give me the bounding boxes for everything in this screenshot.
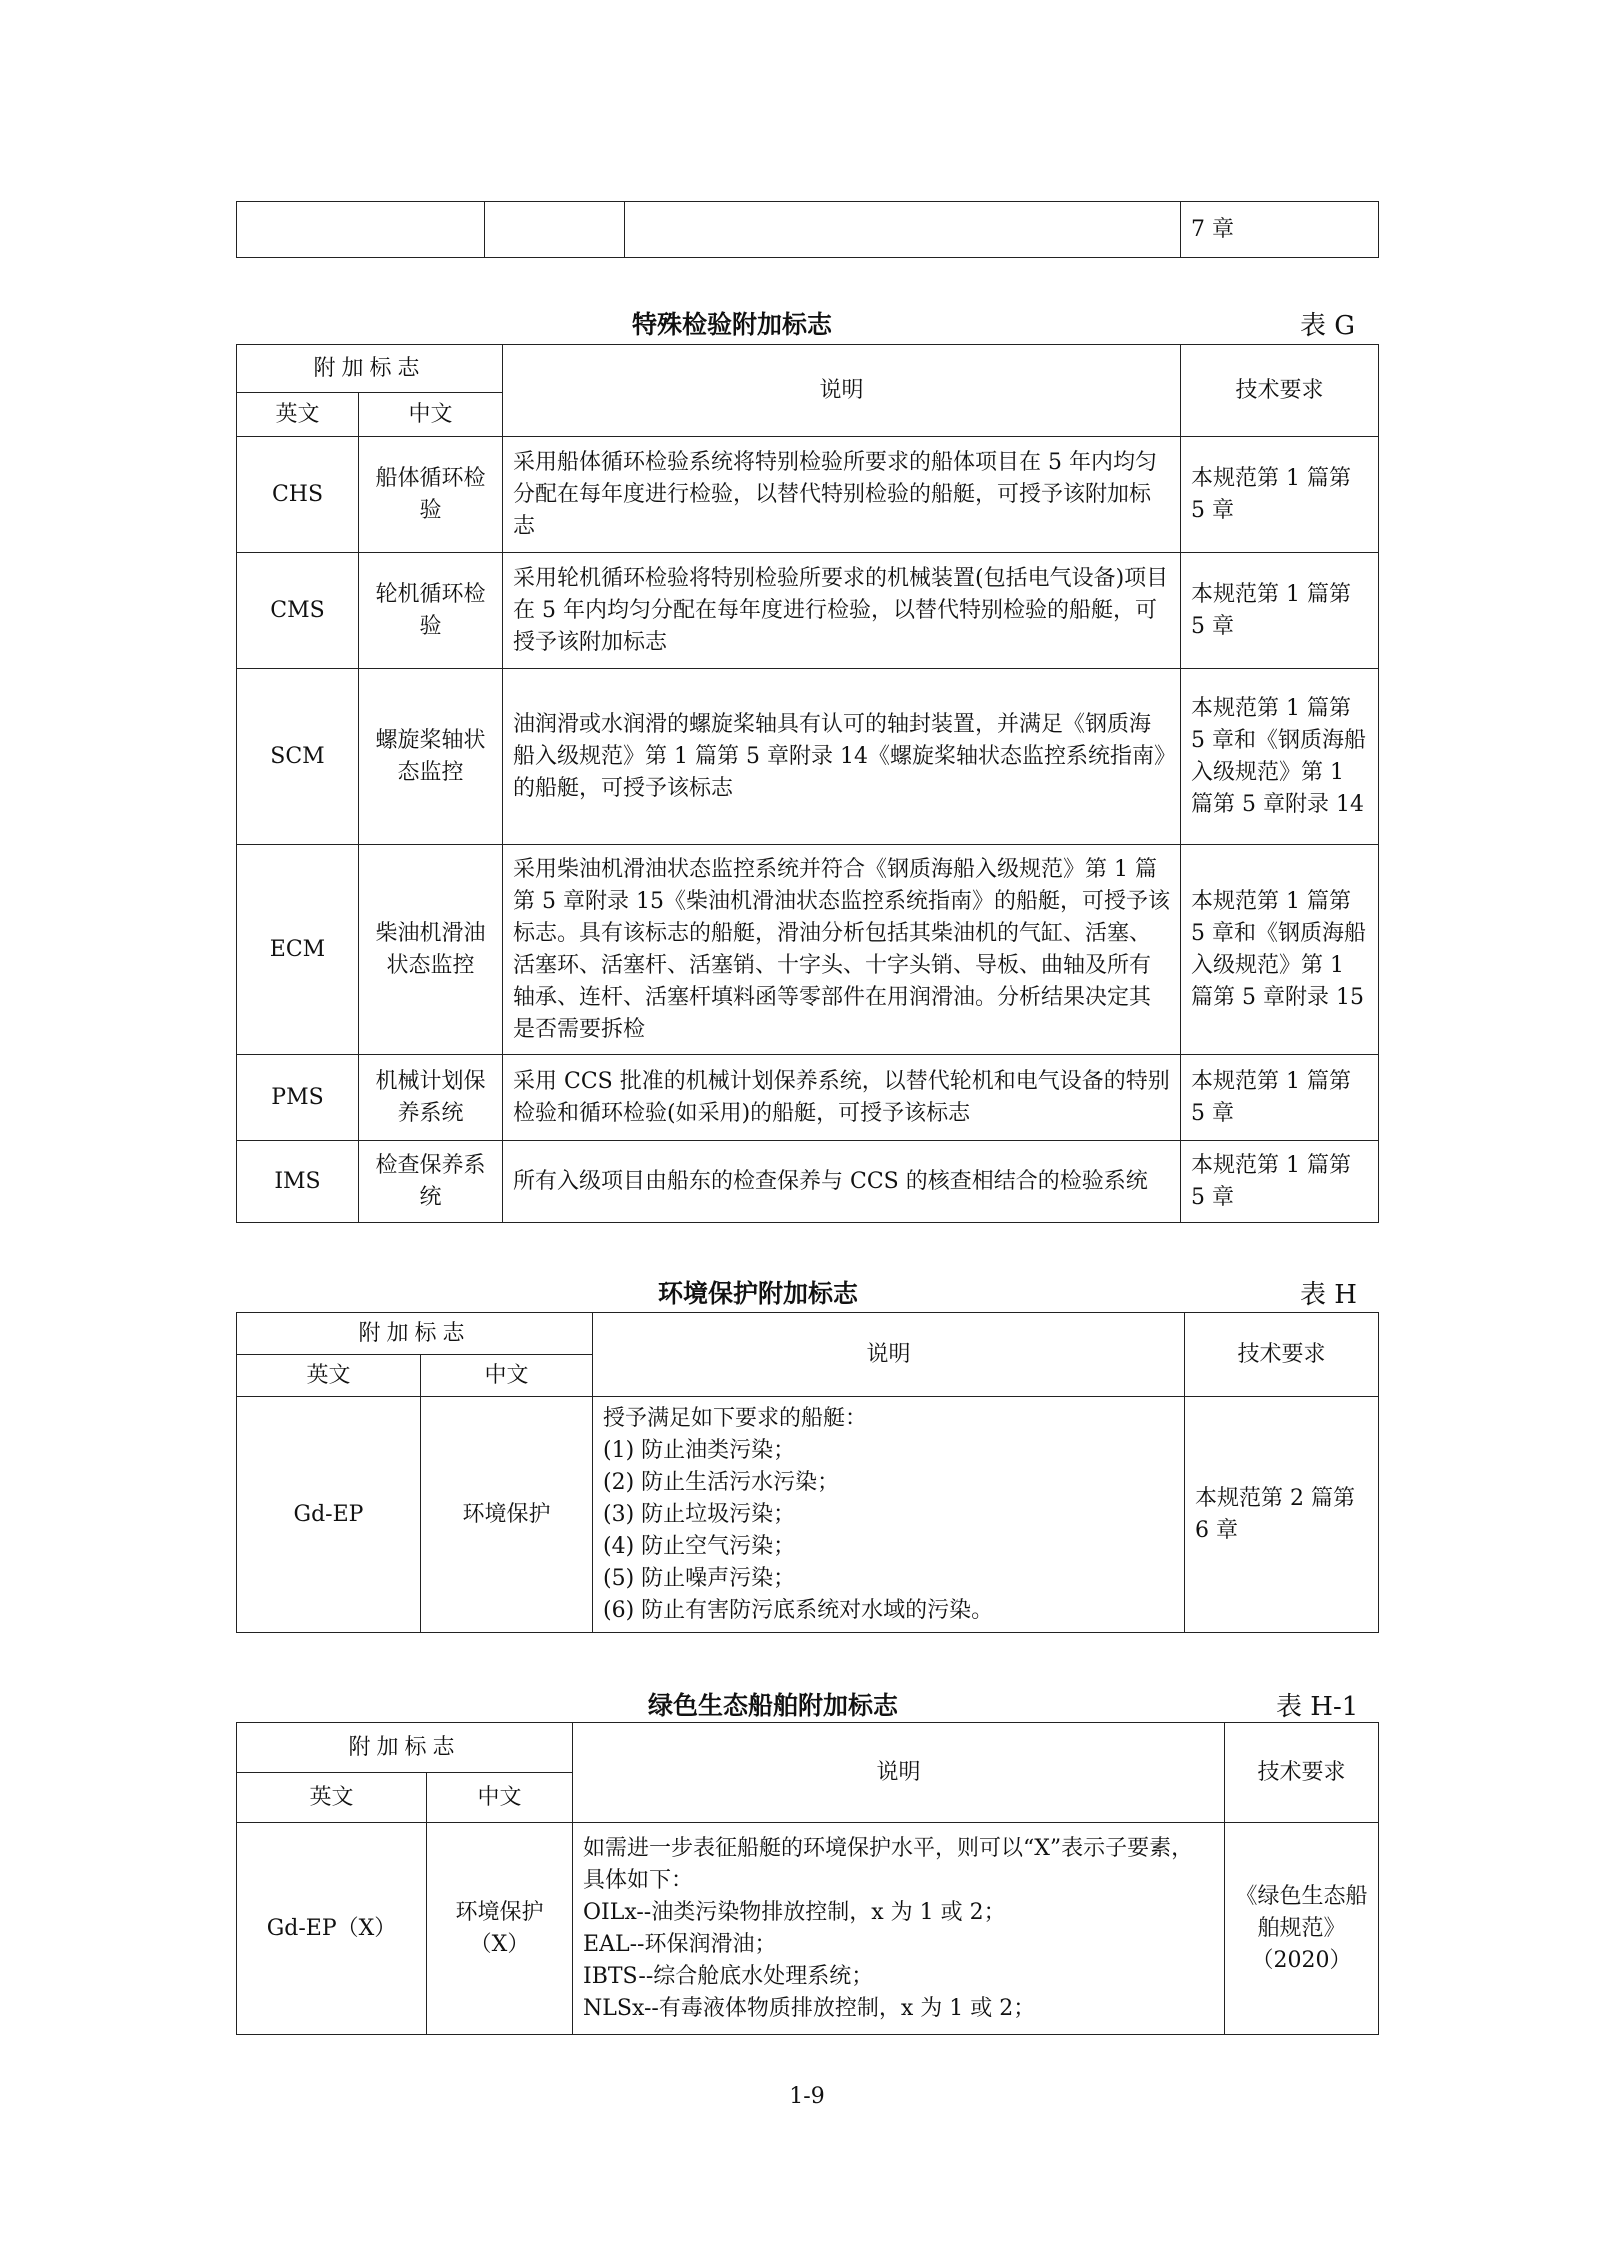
- row-req: 本规范第 1 篇第 5 章: [1181, 553, 1379, 669]
- row-req: [1225, 1823, 1379, 2035]
- desc-line: OILx--油类污染物排放控制，x 为 1 或 2；: [583, 1899, 1006, 1925]
- header-en: 英文: [237, 393, 359, 437]
- row-desc: 采用轮机循环检验将特别检验所要求的机械装置(包括电气设备)项目在 5 年内均匀分配在每年度进行检验，以替代特别检验的船艇，可授予该附加标志: [503, 553, 1181, 669]
- row-desc: 油润滑或水润滑的螺旋桨轴具有认可的轴封装置，并满足《钢质海船入级规范》第 1 篇第 5 章附录 14《螺旋桨轴状态监控系统指南》的船艇，可授予该标志: [503, 669, 1181, 845]
- row-req: 本规范第 1 篇第 5 章: [1181, 1055, 1379, 1141]
- table-row: [237, 669, 1379, 845]
- table-row: [237, 845, 1379, 1055]
- empty-cell: [485, 202, 625, 258]
- desc-line: (4) 防止空气污染；: [603, 1533, 796, 1559]
- desc-line: NLSx--有毒液体物质排放控制，x 为 1 或 2；: [583, 1995, 1036, 2021]
- table-row: [237, 1141, 1379, 1223]
- row-en: CHS: [237, 437, 359, 553]
- desc-line: IBTS--综合舱底水处理系统；: [583, 1963, 874, 1989]
- header-desc: 说明: [503, 345, 1181, 437]
- table-h1-number: 表 H-1: [1276, 1692, 1359, 1722]
- header-req: 技术要求: [1185, 1313, 1379, 1397]
- desc-line: EAL--环保润滑油；: [583, 1931, 777, 1957]
- row-desc: 所有入级项目由船东的检查保养与 CCS 的核查相结合的检验系统: [503, 1141, 1181, 1223]
- desc-line: (1) 防止油类污染；: [603, 1437, 796, 1463]
- desc-line: (5) 防止噪声污染；: [603, 1565, 796, 1591]
- row-cn: 船体循环检验: [359, 437, 503, 553]
- table-row: [237, 1055, 1379, 1141]
- table-row: [237, 1823, 1379, 2035]
- header-cn: 中文: [359, 393, 503, 437]
- top-table-cell: 7 章: [1181, 202, 1379, 258]
- desc-line: (6) 防止有害防污底系统对水域的污染。: [603, 1597, 994, 1623]
- row-en: CMS: [237, 553, 359, 669]
- row-req: 本规范第 1 篇第 5 章和《钢质海船入级规范》第 1 篇第 5 章附录 14: [1181, 669, 1379, 845]
- header-desc: 说明: [573, 1723, 1225, 1823]
- desc-line: (3) 防止垃圾污染；: [603, 1501, 796, 1527]
- header-req: 技术要求: [1181, 345, 1379, 437]
- req-line: 《绿色生态船舶规范》: [1235, 1883, 1368, 1941]
- header-desc: 说明: [593, 1313, 1185, 1397]
- row-req: 本规范第 1 篇第 5 章: [1181, 1141, 1379, 1223]
- row-en: Gd-EP（X）: [237, 1823, 427, 2035]
- table-h: [236, 1312, 1379, 1633]
- desc-line: 授予满足如下要求的船艇：: [603, 1405, 868, 1431]
- table-row: [237, 437, 1379, 553]
- desc-line: 如需进一步表征船艇的环境保护水平，则可以“X”表示子要素，具体如下：: [583, 1835, 1194, 1893]
- row-req: 本规范第 1 篇第 5 章和《钢质海船入级规范》第 1 篇第 5 章附录 15: [1181, 845, 1379, 1055]
- header-cn: 中文: [421, 1355, 593, 1397]
- row-cn: 柴油机滑油状态监控: [359, 845, 503, 1055]
- table-row: [237, 1397, 1379, 1633]
- table-g-number: 表 G: [1300, 311, 1356, 341]
- table-h1-title: 绿色生态船舶附加标志: [648, 1691, 899, 1720]
- row-en: PMS: [237, 1055, 359, 1141]
- empty-cell: [625, 202, 1181, 258]
- row-desc: [573, 1823, 1225, 2035]
- cn-line: （X）: [469, 1931, 530, 1957]
- empty-cell: [237, 202, 485, 258]
- row-en: SCM: [237, 669, 359, 845]
- row-desc: 采用船体循环检验系统将特别检验所要求的船体项目在 5 年内均匀分配在每年度进行检验，以替代特别检验的船艇，可授予该附加标志: [503, 437, 1181, 553]
- table-h-number: 表 H: [1300, 1280, 1357, 1310]
- table-g-title: 特殊检验附加标志: [632, 310, 833, 339]
- table-h-title: 环境保护附加标志: [658, 1279, 859, 1308]
- row-desc: 采用柴油机滑油状态监控系统并符合《钢质海船入级规范》第 1 篇第 5 章附录 15《柴油机滑油状态监控系统指南》的船艇，可授予该标志。具有该标志的船艇，滑油分析包括其柴油机的气缸、活塞、活塞环、活塞杆、活塞销、十字头、十字头销、导板、曲轴及所有轴承、连杆、活塞杆填料函等零部件在用润滑油。分析结果决定其是否需要拆检: [503, 845, 1181, 1055]
- header-req: 技术要求: [1225, 1723, 1379, 1823]
- row-en: ECM: [237, 845, 359, 1055]
- table-row: [237, 553, 1379, 669]
- row-req: 本规范第 2 篇第 6 章: [1185, 1397, 1379, 1633]
- header-mark: 附加标志: [237, 1313, 593, 1355]
- desc-line: (2) 防止生活污水污染；: [603, 1469, 840, 1495]
- top-table: [236, 201, 1379, 258]
- row-cn: 检查保养系统: [359, 1141, 503, 1223]
- header-mark: 附加标志: [237, 345, 503, 393]
- row-desc: [593, 1397, 1185, 1633]
- header-cn: 中文: [427, 1773, 573, 1823]
- row-cn: 螺旋桨轴状态监控: [359, 669, 503, 845]
- row-req: 本规范第 1 篇第 5 章: [1181, 437, 1379, 553]
- header-en: 英文: [237, 1355, 421, 1397]
- row-cn: 环境保护: [421, 1397, 593, 1633]
- cn-line: 环境保护: [455, 1899, 544, 1925]
- row-desc: 采用 CCS 批准的机械计划保养系统，以替代轮机和电气设备的特别检验和循环检验(如采用)的船艇，可授予该标志: [503, 1055, 1181, 1141]
- row-cn: [427, 1823, 573, 2035]
- row-en: Gd-EP: [237, 1397, 421, 1633]
- row-cn: 机械计划保养系统: [359, 1055, 503, 1141]
- row-en: IMS: [237, 1141, 359, 1223]
- table-h1: [236, 1722, 1379, 2035]
- table-g: [236, 344, 1379, 1223]
- page-number: 1-9: [789, 2084, 825, 2109]
- row-cn: 轮机循环检验: [359, 553, 503, 669]
- req-line: （2020）: [1251, 1947, 1352, 1973]
- header-mark: 附加标志: [237, 1723, 573, 1773]
- header-en: 英文: [237, 1773, 427, 1823]
